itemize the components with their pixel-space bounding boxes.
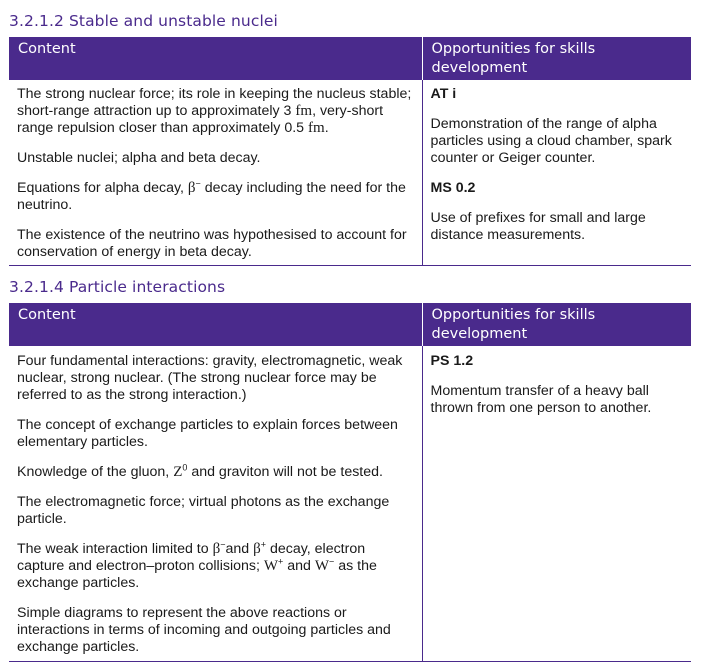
content-item-electromagnetic-force: The electromagnetic force; virtual photons as the exchange particle. [17,494,390,527]
skill-code: MS 0.2 [430,180,476,196]
header-opportunities: Opportunities for skills development [422,37,691,80]
skill-description: Momentum transfer of a heavy ball thrown from one person to another. [430,383,652,416]
content-item-strong-force: The strong nuclear force; its role in keeping the nucleus stable; short-range attraction up to approximately 3 fm, very-short range repulsion closer than approximately 0.5 fm. [17,86,412,136]
skill-code: PS 1.2 [430,353,474,369]
content-item-neutrino: The existence of the neutrino was hypothesised to account for conservation of energy in beta decay. [17,227,407,260]
content-cell [9,80,422,266]
content-item-alpha-beta-equations: Equations for alpha decay, β− decay including the need for the neutrino. [17,178,406,213]
content-item-simple-diagrams: Simple diagrams to represent the above reactions or interactions in terms of incoming and outgoing particles and exchange particles. [17,605,391,655]
skill-description: Demonstration of the range of alpha particles using a cloud chamber, spark counter or Geiger counter. [430,116,672,166]
header-content: Content [9,303,422,346]
table-row [9,80,691,266]
section-title: 3.2.1.4 Particle interactions [9,278,226,296]
header-content: Content [9,37,422,80]
skill-code: AT i [430,86,457,102]
spec-table [9,37,691,266]
table-header-row [9,303,691,346]
content-item-not-tested: Knowledge of the gluon, $Z^0$ and graviton will not be tested. [17,462,383,480]
spec-table [9,303,691,662]
skill-description: Use of prefixes for small and large distance measurements. [430,210,646,243]
section-stable-unstable-nuclei [9,12,691,266]
section-title: 3.2.1.2 Stable and unstable nuclei [9,12,278,30]
header-opportunities: Opportunities for skills development [422,303,691,346]
section-particle-interactions [9,278,691,662]
table-header-row [9,37,691,80]
content-cell [9,346,422,662]
content-item-unstable-nuclei: Unstable nuclei; alpha and beta decay. [17,150,261,166]
opportunities-cell [422,80,691,266]
content-item-fundamental-interactions: Four fundamental interactions: gravity, electromagnetic, weak nuclear, strong nuclear. (The strong nuclear force may be referred to as the strong interaction.) [17,353,403,403]
content-item-weak-interaction: The weak interaction limited to β−and β+ decay, electron capture and electron–proton collisions; W+ and W− as the exchange particles. [17,539,377,591]
opportunities-cell [422,346,691,662]
table-row [9,346,691,662]
content-item-exchange-particles: The concept of exchange particles to explain forces between elementary particles. [17,417,398,450]
